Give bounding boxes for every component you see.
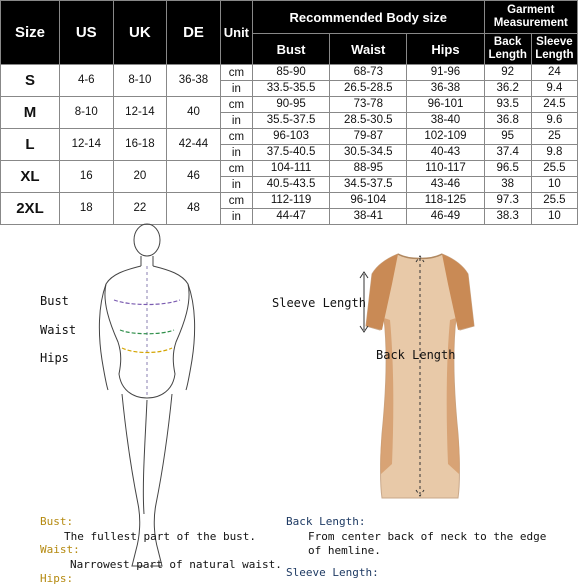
size-table-body	[1, 65, 578, 225]
size-cell: M	[1, 97, 60, 129]
de-cell: 46	[167, 161, 221, 193]
hips-cell: 43-46	[407, 177, 484, 193]
size-cell: S	[1, 65, 60, 97]
size-cell: L	[1, 129, 60, 161]
bust-header: Bust	[252, 34, 329, 65]
garment-line-1: Garment	[507, 4, 555, 16]
bust-cell: 96-103	[252, 129, 329, 145]
back-length-cell: 36.2	[484, 81, 531, 97]
definition-bust-text: The fullest part of the bust.	[64, 530, 257, 543]
hips-cell: 118-125	[407, 193, 484, 209]
us-cell: 16	[59, 161, 113, 193]
definition-sleeve-length-title: Sleeve Length:	[286, 566, 379, 579]
dress-left-side-panel	[380, 318, 393, 474]
unit-cell: cm	[220, 65, 252, 81]
de-cell: 48	[167, 193, 221, 225]
waist-cell: 28.5-30.5	[330, 113, 407, 129]
uk-header: UK	[113, 1, 167, 65]
back-length-cell: 38	[484, 177, 531, 193]
size-row-m-cm	[1, 97, 578, 113]
sleeve-length-cell: 9.8	[531, 145, 577, 161]
unit-cell: in	[220, 81, 252, 97]
uk-cell: 22	[113, 193, 167, 225]
hips-cell: 110-117	[407, 161, 484, 177]
illustration-area	[0, 214, 580, 585]
dress-label-sleeve-length: Sleeve Length	[272, 296, 366, 310]
de-cell: 36-38	[167, 65, 221, 97]
unit-cell: in	[220, 177, 252, 193]
sleeve-length-line-2: Length	[535, 49, 574, 61]
figure-label-bust: Bust	[40, 294, 69, 308]
sleeve-length-line-1: Sleeve	[536, 36, 573, 48]
bust-cell: 37.5-40.5	[252, 145, 329, 161]
de-cell: 42-44	[167, 129, 221, 161]
definition-back-length-text-2: of hemline.	[308, 544, 381, 557]
us-header: US	[59, 1, 113, 65]
unit-cell: cm	[220, 161, 252, 177]
hips-cell: 36-38	[407, 81, 484, 97]
size-cell: XL	[1, 161, 60, 193]
sleeve-length-cell: 25.5	[531, 193, 577, 209]
waist-cell: 79-87	[330, 129, 407, 145]
bust-cell: 35.5-37.5	[252, 113, 329, 129]
bust-cell: 44-47	[252, 209, 329, 225]
waist-cell: 34.5-37.5	[330, 177, 407, 193]
waist-cell: 73-78	[330, 97, 407, 113]
de-cell: 40	[167, 97, 221, 129]
sleeve-length-cell: 24	[531, 65, 577, 81]
sleeve-length-cell: 9.6	[531, 113, 577, 129]
figure-label-waist: Waist	[40, 323, 77, 337]
bust-cell: 40.5-43.5	[252, 177, 329, 193]
garment-line-2: Measurement	[493, 17, 568, 29]
unit-cell: cm	[220, 129, 252, 145]
waist-cell: 38-41	[330, 209, 407, 225]
hips-cell: 91-96	[407, 65, 484, 81]
uk-cell: 8-10	[113, 65, 167, 97]
de-header: DE	[167, 1, 221, 65]
hips-cell: 96-101	[407, 97, 484, 113]
bust-cell: 90-95	[252, 97, 329, 113]
unit-cell: cm	[220, 97, 252, 113]
back-length-line-2: Length	[488, 49, 527, 61]
us-cell: 4-6	[59, 65, 113, 97]
back-length-line-1: Back	[493, 36, 522, 48]
dress-label-back-length: Back Length	[376, 348, 456, 362]
bust-cell: 112-119	[252, 193, 329, 209]
sleeve-length-cell: 10	[531, 177, 577, 193]
figure-neck	[141, 256, 153, 266]
back-length-cell: 93.5	[484, 97, 531, 113]
back-length-header	[484, 34, 531, 65]
hips-header: Hips	[407, 34, 484, 65]
uk-cell: 12-14	[113, 97, 167, 129]
hips-cell: 40-43	[407, 145, 484, 161]
size-header: Size	[1, 1, 60, 65]
us-cell: 18	[59, 193, 113, 225]
back-length-cell: 97.3	[484, 193, 531, 209]
back-length-cell: 96.5	[484, 161, 531, 177]
size-chart-table	[0, 0, 578, 225]
bust-cell: 104-111	[252, 161, 329, 177]
hips-cell: 38-40	[407, 113, 484, 129]
sleeve-length-cell: 25.5	[531, 161, 577, 177]
definition-hips-title: Hips:	[40, 572, 74, 585]
back-length-cell: 38.3	[484, 209, 531, 225]
back-length-cell: 95	[484, 129, 531, 145]
unit-cell: in	[220, 113, 252, 129]
bust-cell: 33.5-35.5	[252, 81, 329, 97]
back-length-cell: 36.8	[484, 113, 531, 129]
waist-cell: 26.5-28.5	[330, 81, 407, 97]
uk-cell: 20	[113, 161, 167, 193]
unit-cell: in	[220, 145, 252, 161]
sleeve-length-cell: 10	[531, 209, 577, 225]
definition-waist-text: Narrowest part of natural waist.	[70, 558, 282, 571]
dress-right-side-panel	[447, 318, 460, 474]
back-length-cell: 92	[484, 65, 531, 81]
size-row-s-cm	[1, 65, 578, 81]
waist-cell: 88-95	[330, 161, 407, 177]
figure-head	[134, 224, 160, 256]
definition-back-length-text-1: From center back of neck to the edge	[308, 530, 547, 543]
figure-left-arm	[99, 284, 108, 390]
unit-cell: in	[220, 209, 252, 225]
waist-cell: 96-104	[330, 193, 407, 209]
garment-measurement-header	[484, 1, 577, 34]
body-size-group-header: Recommended Body size	[252, 1, 484, 34]
us-cell: 8-10	[59, 97, 113, 129]
back-length-cell: 37.4	[484, 145, 531, 161]
waist-line	[120, 330, 174, 334]
hips-cell: 46-49	[407, 209, 484, 225]
sleeve-length-cell: 25	[531, 129, 577, 145]
waist-cell: 68-73	[330, 65, 407, 81]
hips-cell: 102-109	[407, 129, 484, 145]
waist-cell: 30.5-34.5	[330, 145, 407, 161]
definition-waist-title: Waist:	[40, 543, 80, 556]
waist-header: Waist	[330, 34, 407, 65]
sleeve-length-header	[531, 34, 577, 65]
unit-header: Unit	[220, 1, 252, 65]
uk-cell: 16-18	[113, 129, 167, 161]
figure-right-arm	[186, 284, 195, 390]
unit-cell: cm	[220, 193, 252, 209]
definition-back-length-title: Back Length:	[286, 515, 366, 528]
figure-label-hips: Hips	[40, 351, 69, 365]
size-row-xl-cm	[1, 161, 578, 177]
sleeve-length-cell: 9.4	[531, 81, 577, 97]
size-row-l-cm	[1, 129, 578, 145]
us-cell: 12-14	[59, 129, 113, 161]
size-row-2xl-cm	[1, 193, 578, 209]
figure-inner-leg	[143, 400, 147, 514]
sleeve-length-cell: 24.5	[531, 97, 577, 113]
definition-bust-title: Bust:	[40, 515, 74, 528]
bust-cell: 85-90	[252, 65, 329, 81]
size-cell: 2XL	[1, 193, 60, 225]
